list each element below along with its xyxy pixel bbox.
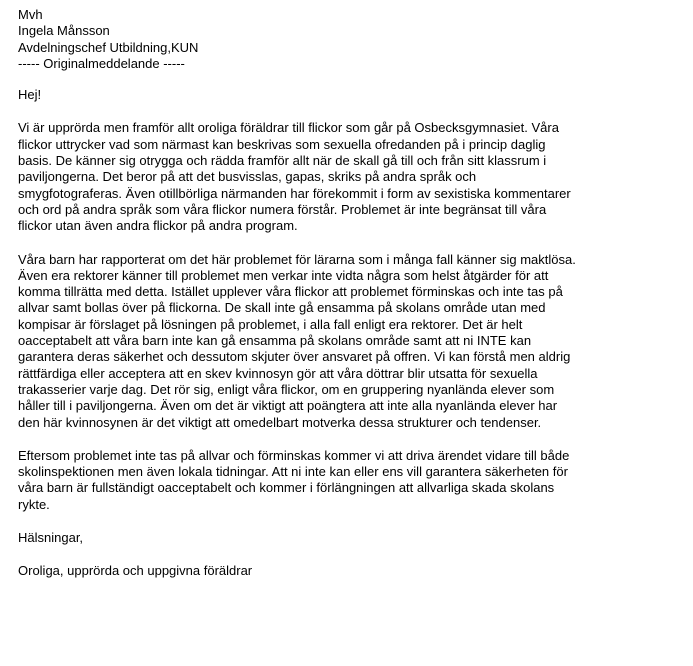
message-sign-off: Hälsningar, — [18, 530, 84, 546]
message-paragraph-2: Våra barn har rapporterat om det här problemet för lärarna som i många fall känner sig maktlösa. Även era rektorer känner till problemet men verkar inte vidta några som helst åtgärder för att komma tillrätta med detta. Istället upplever våra flickor att problemet förminskas och inte tas på allvar samt bollas över på flickorna. De skall inte gå ensamma på skolans område utan med kompisar är förslaget på lösningen på problemet, i alla fall enligt era rektorer. Det är helt oacceptabelt att våra barn inte kan gå ensamma på skolans område samt att ni INTE kan garantera deras säkerhet och dessutom skjuter över ansvaret på offren. Vi kan förstå men aldrig rättfärdiga eller acceptera att en skev kvinnosyn gör att våra döttrar blir utsatta för sexuella trakasserier varje dag. Det rör sig, enligt våra flickor, om en gruppering nyanlända elever som håller till i paviljongerna. Även om det är viktigt att poängtera att inte alla nyanlända elever har den här kvinnosynen är det viktigt att omedelbart motverka dessa strukturer och tendenser. — [18, 251, 576, 430]
original-message-separator: ----- Originalmeddelande ----- — [18, 55, 185, 71]
email-body — [18, 7, 684, 580]
signature-closing: Mvh — [18, 7, 43, 22]
message-sender: Oroliga, upprörda och uppgivna föräldrar — [18, 563, 253, 579]
signature-title: Avdelningschef Utbildning,KUN — [18, 39, 199, 55]
message-paragraph-1: Vi är upprörda men framför allt oroliga föräldrar till flickor som går på Osbecksgymnasiet. Våra flickor uttrycker vad som närmast kan beskrivas som sexuella ofredanden på i princip daglig basis. De känner sig otrygga och rädda framför allt när de skall gå till och från sitt klassrum i paviljongerna. Det beror på att det busvisslas, gapas, skriks på andra språk och smygfotograferas. Även otillbörliga närmanden har förekommit i form av sexistiska kommentarer och ord på andra språk som våra flickor numera förstår. Problemet är inte begränsat till våra flickor utan även andra flickor på andra program. — [18, 120, 571, 234]
signature-block — [18, 7, 684, 72]
message-paragraph-3: Eftersom problemet inte tas på allvar och förminskas kommer vi att driva ärendet vidare till både skolinspektionen men även lokala tidningar. Att ni inte kan eller ens vill garantera säkerheten för våra barn är fullständigt oacceptabelt och kommer i förlängningen att allvarliga skada skolans rykte. — [18, 447, 570, 512]
message-greeting: Hej! — [18, 87, 42, 103]
original-message — [18, 87, 684, 579]
signature-name: Ingela Månsson — [18, 23, 110, 39]
